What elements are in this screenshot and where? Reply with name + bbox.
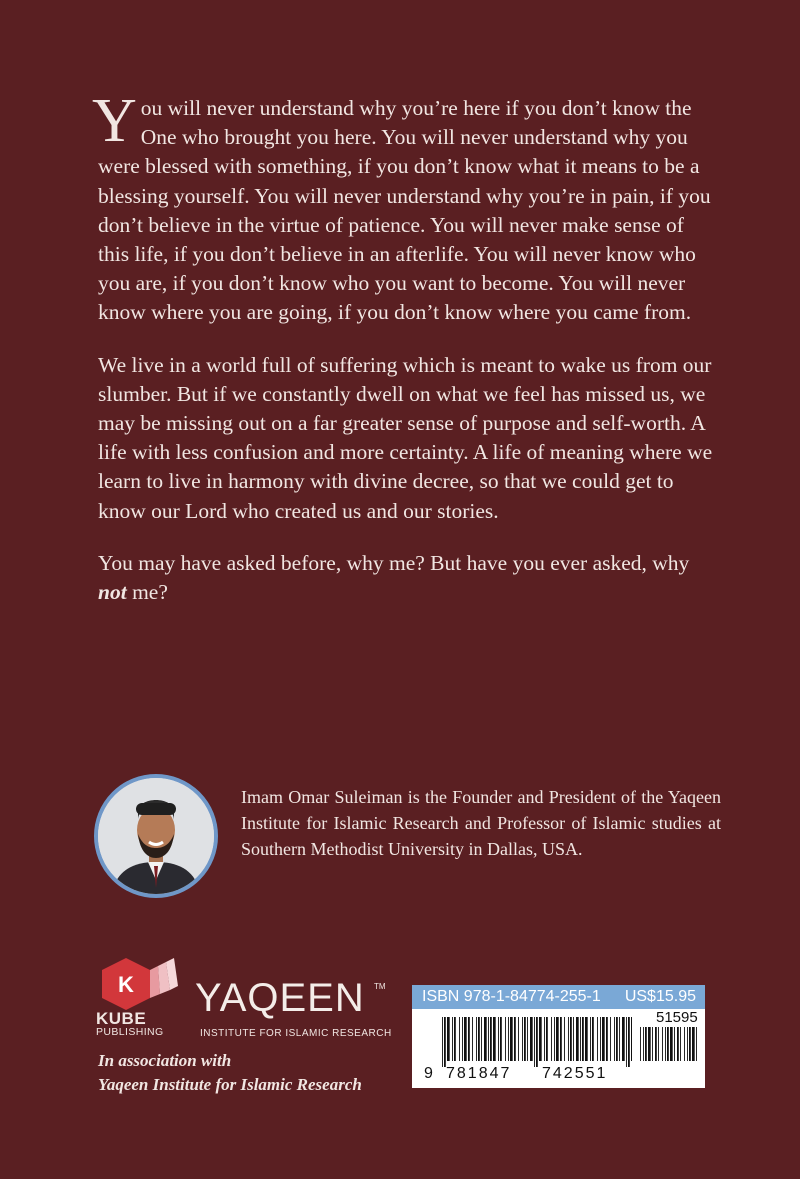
barcode-bar: [573, 1017, 574, 1061]
barcode-bar: [546, 1017, 548, 1061]
barcode-bar: [536, 1017, 538, 1067]
barcode-bar: [600, 1017, 601, 1061]
barcode-bar: [692, 1027, 695, 1061]
barcode-bar: [585, 1017, 588, 1061]
barcode-bar: [462, 1017, 463, 1061]
barcode-bar: [606, 1017, 608, 1061]
barcode-bar: [452, 1017, 453, 1061]
barcode-bar: [490, 1017, 492, 1061]
barcode-bar: [518, 1017, 519, 1061]
barcode-bar: [580, 1017, 581, 1061]
association-note: [98, 1049, 398, 1097]
blurb-paragraph-3: [98, 549, 713, 607]
blurb-paragraph-1: [92, 87, 713, 328]
barcode-bar: [442, 1017, 443, 1067]
barcode-bar: [568, 1017, 569, 1061]
barcode-bar: [570, 1017, 572, 1061]
barcode-bar: [551, 1017, 552, 1061]
author-bio: Imam Omar Suleiman is the Founder and President of the Yaqeen Institute for Islamic Research and Professor of Islamic studies at Southern Methodist University in Dallas, USA.: [241, 787, 721, 859]
barcode-bar: [560, 1017, 562, 1061]
barcode-bar: [468, 1017, 470, 1061]
barcode-bar: [667, 1027, 669, 1061]
barcode-bar: [640, 1027, 641, 1061]
barcode-bar: [645, 1027, 647, 1061]
barcode-bar: [582, 1017, 584, 1061]
barcode-bar: [622, 1017, 625, 1061]
barcode-bar: [476, 1017, 477, 1061]
barcode-bar: [498, 1017, 499, 1061]
barcode-bar: [459, 1017, 460, 1061]
barcode-bar: [687, 1027, 688, 1061]
barcode-bar: [626, 1017, 627, 1067]
kube-publisher-name: KUBE: [96, 1009, 147, 1028]
barcode-bar: [628, 1017, 630, 1067]
barcode-bar: [643, 1027, 644, 1061]
barcode-bar: [488, 1017, 489, 1061]
author-portrait-icon: [98, 778, 214, 894]
isbn-price-band: [412, 985, 705, 1009]
barcode-bar: [554, 1017, 555, 1061]
drop-cap: Y: [92, 87, 137, 155]
barcode-bar: [524, 1017, 526, 1061]
barcode-bar: [522, 1017, 523, 1061]
ean-digit-first: 9: [424, 1065, 433, 1082]
barcode-bar: [652, 1027, 653, 1061]
emphasis-not: not: [98, 580, 127, 605]
association-line-1: In association with: [98, 1051, 232, 1070]
barcode-bar: [527, 1017, 528, 1061]
barcode-bar: [655, 1027, 657, 1061]
barcode-bar: [602, 1017, 605, 1061]
barcode-bar: [590, 1017, 591, 1061]
barcode-bar: [444, 1017, 446, 1067]
back-cover-blurb: [92, 87, 713, 630]
barcode-bar: [478, 1017, 480, 1061]
blurb-paragraph-1-text: ou will never understand why you’re here if you don’t know the One who brought you here. You will never understand why you were blessed with something, if you don’t know what it means to be a blessing yourself. You will never understand why you’re in pain, if you don’t believe in the virtue of patience. You will never make sense of this life, if you don’t believe in an afterlife. You will never know who you are, if you don’t know who you want to become. You will never know where you are going, if you don’t know where you came from.: [98, 96, 711, 325]
blurb-paragraph-3-start: You may have asked before, why me? But have you ever asked, why: [98, 550, 690, 575]
barcode-bar: [684, 1027, 685, 1061]
author-photo: [94, 774, 218, 898]
barcode-bar: [464, 1017, 467, 1061]
barcode-bar: [484, 1017, 487, 1061]
barcode-bar: [514, 1017, 516, 1061]
barcode-bar: [564, 1017, 565, 1061]
ean-digit-group-1: 781847: [446, 1065, 512, 1082]
barcode-bar: [689, 1027, 691, 1061]
isbn-number: ISBN 978-1-84774-255-1: [422, 988, 601, 1005]
ean-barcode-icon: [442, 1017, 632, 1067]
barcode-bar: [508, 1017, 509, 1061]
barcode-bar: [544, 1017, 545, 1061]
barcode-bar: [447, 1017, 450, 1061]
barcode-bar: [696, 1027, 697, 1061]
barcode-bar: [616, 1017, 618, 1061]
yaqeen-logo-text: YAQEEN: [195, 976, 365, 1020]
association-line-2: Yaqeen Institute for Islamic Research: [98, 1075, 362, 1094]
kube-publisher-subtitle: PUBLISHING: [96, 1026, 164, 1038]
barcode-bar: [614, 1017, 615, 1061]
barcode-bar: [481, 1017, 482, 1061]
barcode-bar: [631, 1017, 632, 1061]
barcode-panel: [412, 985, 705, 1088]
addon-digits: 51595: [656, 1009, 698, 1026]
barcode-bar: [493, 1017, 496, 1061]
addon-barcode-icon: [640, 1027, 698, 1067]
barcode-bar: [576, 1017, 579, 1061]
barcode-bar: [670, 1027, 673, 1061]
barcode-bar: [619, 1017, 620, 1061]
price: US$15.95: [624, 988, 696, 1005]
yaqeen-trademark: TM: [374, 982, 386, 991]
ean-digit-group-2: 742551: [542, 1065, 608, 1082]
barcode-bar: [662, 1027, 663, 1061]
yaqeen-logo-subtitle: INSTITUTE FOR ISLAMIC RESEARCH: [200, 1028, 392, 1039]
barcode-bar: [454, 1017, 456, 1061]
barcode-bar: [674, 1027, 675, 1061]
barcode-bar: [534, 1017, 535, 1067]
barcode-bar: [665, 1027, 666, 1061]
barcode-bar: [592, 1017, 594, 1061]
barcode-bar: [500, 1017, 502, 1061]
blurb-paragraph-2: We live in a world full of suffering which is meant to wake us from our slumber. But if we constantly dwell on what we feel has missed us, we may be missing out on a far greater sense of purpose and self-worth. A life with less confusion and more certainty. A life of meaning where we learn to live in harmony with divine decree, so that we could get to know our Lord who created us and our stories.: [98, 352, 713, 523]
barcode-bar: [539, 1017, 542, 1061]
barcode-bar: [472, 1017, 473, 1061]
barcode-bar: [510, 1017, 513, 1061]
barcode-bar: [610, 1017, 611, 1061]
barcode-bar: [530, 1017, 533, 1061]
kube-logo-letter: K: [118, 972, 134, 997]
barcode-bar: [597, 1017, 598, 1061]
barcode-bar: [505, 1017, 506, 1061]
barcode-bar: [680, 1027, 681, 1061]
barcode-bar: [648, 1027, 651, 1061]
blurb-paragraph-3-end: me?: [126, 580, 168, 605]
barcode-bar: [556, 1017, 559, 1061]
barcode-bar: [658, 1027, 659, 1061]
barcode-bar: [677, 1027, 679, 1061]
